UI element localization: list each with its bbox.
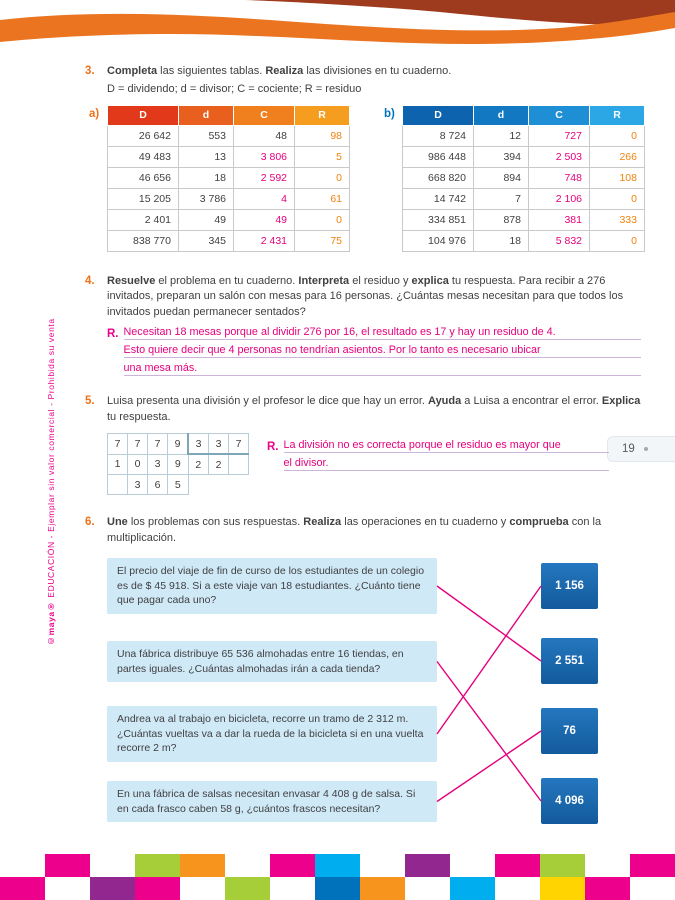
division-tables: [89, 105, 641, 252]
table-cell: 0: [590, 230, 645, 251]
grid-cell: 3: [209, 434, 229, 455]
table-header-R: R: [590, 105, 645, 125]
footer-block: [180, 877, 225, 900]
grid-cell: 3: [128, 475, 148, 495]
match-line: [437, 662, 541, 802]
grid-row: [108, 475, 249, 495]
grid-cell: [229, 454, 249, 475]
page-number: 19: [622, 443, 635, 455]
exercise-6-instruction: [107, 515, 641, 546]
grid-cell: 1: [108, 454, 128, 475]
footer-block: [45, 854, 90, 877]
table-cell: 13: [179, 146, 234, 167]
table-row: [108, 167, 350, 188]
footer-block: [495, 877, 540, 900]
table-cell: 986 448: [403, 146, 474, 167]
answer-line: una mesa más.: [124, 362, 642, 376]
footer-block: [540, 854, 585, 877]
grid-cell: 5: [168, 475, 189, 495]
footer-block: [495, 854, 540, 877]
division-error-grid: [107, 433, 249, 495]
answer-card: 76: [541, 708, 598, 754]
bold-text: comprueba: [509, 516, 569, 528]
bold-text: Explica: [601, 395, 641, 407]
text: el residuo y: [349, 274, 412, 287]
table-cell: 0: [295, 209, 350, 230]
footer-block: [90, 877, 135, 900]
grid-cell: 9: [168, 434, 189, 455]
text: las divisiones en tu cuaderno.: [303, 65, 452, 77]
table-cell: 668 820: [403, 167, 474, 188]
page-content: [85, 64, 641, 836]
publisher-brand: ©maya®: [46, 597, 56, 646]
text: los problemas con sus respuestas.: [127, 516, 304, 528]
exercise-5: [85, 394, 641, 425]
problem-card: Andrea va al trabajo en bicicleta, recorre un tramo de 2 312 m. ¿Cuántas vueltas va a dar la rueda de la bicicleta si en una vuelta recorre 2 m?: [107, 706, 437, 762]
grid-cell: 7: [229, 434, 249, 455]
footer-block: [270, 854, 315, 877]
table-cell: 18: [474, 230, 529, 251]
table-cell: 381: [529, 209, 590, 230]
table-header-D: D: [403, 105, 474, 125]
table-row: [403, 230, 645, 251]
footer-block: [630, 854, 675, 877]
bold-text: Resuelve: [107, 274, 156, 287]
footer-block: [0, 854, 45, 877]
footer-block: [360, 854, 405, 877]
footer-block: [180, 854, 225, 877]
text: con la multiplicación.: [107, 516, 602, 544]
table-cell: 49: [234, 209, 295, 230]
top-wave-decoration: [0, 0, 675, 52]
footer-block: [450, 854, 495, 877]
table-header-d: d: [179, 105, 234, 125]
problem-card: El precio del viaje de fin de curso de los estudiantes de un colegio es de $ 45 918. Si a este viaje van 18 estudiantes. ¿Cuánto tiene que pagar cada uno?: [107, 558, 437, 614]
table-cell: 2 503: [529, 146, 590, 167]
exercise-5-answer-lines: [284, 439, 610, 475]
table-cell: 2 431: [234, 230, 295, 251]
table-row: [403, 125, 645, 146]
table-cell: 75: [295, 230, 350, 251]
bold-text: Realiza: [303, 516, 342, 528]
table-cell: 26 642: [108, 125, 179, 146]
footer-block: [585, 854, 630, 877]
exercise-5-answer: [267, 439, 609, 475]
table-cell: 2 592: [234, 167, 295, 188]
table-header-d: d: [474, 105, 529, 125]
table-row: [403, 209, 645, 230]
grid-row: [108, 454, 249, 475]
table-cell: 748: [529, 167, 590, 188]
match-line: [437, 586, 541, 661]
match-line: [437, 586, 541, 734]
footer-row-bottom: [0, 877, 675, 900]
table-cell: 46 656: [108, 167, 179, 188]
text: el problema en tu cuaderno.: [155, 274, 299, 287]
footer-block: [540, 877, 585, 900]
text: las siguientes tablas.: [157, 65, 266, 77]
table-cell: 3 806: [234, 146, 295, 167]
table-cell: 104 976: [403, 230, 474, 251]
match-line: [437, 731, 541, 802]
footer-block: [315, 854, 360, 877]
grid-cell: [188, 475, 209, 495]
footer-row-top: [0, 854, 675, 877]
table-cell: 7: [474, 188, 529, 209]
division-table-b: [402, 105, 645, 252]
table-cell: 553: [179, 125, 234, 146]
table-cell: 0: [295, 167, 350, 188]
bold-text: Realiza: [265, 65, 304, 77]
table-cell: 61: [295, 188, 350, 209]
table-cell: 5 832: [529, 230, 590, 251]
footer-block: [225, 854, 270, 877]
table-cell: 18: [179, 167, 234, 188]
footer-block: [360, 877, 405, 900]
grid-cell: 3: [148, 454, 168, 475]
footer-block: [135, 854, 180, 877]
text: a Luisa a encontrar el error.: [461, 395, 602, 407]
bold-text: Completa: [107, 65, 158, 77]
answer-line: Esto quiere decir que 4 personas no tendrían asientos. Por lo tanto es necesario ubicar: [124, 344, 642, 358]
table-cell: 334 851: [403, 209, 474, 230]
footer-block: [135, 877, 180, 900]
grid-cell: 7: [128, 434, 148, 455]
grid-cell: 7: [108, 434, 128, 455]
table-row: [403, 146, 645, 167]
table-a-group: [89, 105, 350, 252]
table-header-D: D: [108, 105, 179, 125]
table-cell: 838 770: [108, 230, 179, 251]
table-row: [108, 146, 350, 167]
exercise-6: [85, 515, 641, 546]
exercise-5-r-label: R.: [267, 441, 279, 453]
grid-cell: [209, 475, 229, 495]
table-cell: 727: [529, 125, 590, 146]
grid-cell: 7: [148, 434, 168, 455]
exercise-4: [85, 274, 641, 321]
bold-text: Ayuda: [428, 395, 462, 407]
footer-block: [90, 854, 135, 877]
table-header-C: C: [234, 105, 295, 125]
table-cell: 878: [474, 209, 529, 230]
footer-block: [585, 877, 630, 900]
answer-line: La división no es correcta porque el residuo es mayor que: [284, 439, 610, 453]
footer-decoration: [0, 854, 675, 900]
table-row: [403, 188, 645, 209]
table-cell: 3 786: [179, 188, 234, 209]
table-cell: 2 401: [108, 209, 179, 230]
matching-area: [107, 554, 641, 836]
problem-card: Una fábrica distribuye 65 536 almohadas entre 16 tiendas, en partes iguales. ¿Cuántas almohadas irán a cada tienda?: [107, 641, 437, 682]
table-cell: 48: [234, 125, 295, 146]
exercise-4-answer-lines: [124, 326, 642, 380]
exercise-6-number: 6.: [85, 516, 95, 528]
division-table-a: [107, 105, 350, 252]
table-cell: 49: [179, 209, 234, 230]
footer-block: [405, 854, 450, 877]
table-header-C: C: [529, 105, 590, 125]
table-cell: 5: [295, 146, 350, 167]
table-a-label: a): [89, 107, 100, 120]
exercise-4-instruction: [107, 274, 641, 321]
grid-cell: 0: [128, 454, 148, 475]
bold-text: explica: [411, 274, 449, 287]
exercise-4-answer: [107, 326, 641, 380]
table-b-group: [384, 105, 645, 252]
tab-dot-icon: [644, 447, 648, 451]
exercise-5-work-area: [107, 433, 641, 495]
answer-card: 4 096: [541, 778, 598, 824]
table-cell: 266: [590, 146, 645, 167]
exercise-3: [85, 64, 641, 80]
table-cell: 4: [234, 188, 295, 209]
table-cell: 0: [590, 125, 645, 146]
grid-cell: 3: [188, 434, 209, 455]
footer-block: [45, 877, 90, 900]
table-cell: 15 205: [108, 188, 179, 209]
answer-line: Necesitan 18 mesas porque al dividir 276 por 16, el resultado es 17 y hay un residuo de 4.: [124, 326, 642, 340]
table-cell: 14 742: [403, 188, 474, 209]
exercise-4-r-label: R.: [107, 328, 119, 340]
table-row: [403, 167, 645, 188]
table-cell: 108: [590, 167, 645, 188]
table-cell: 333: [590, 209, 645, 230]
answer-line: el divisor.: [284, 457, 610, 471]
grid-cell: 9: [168, 454, 189, 475]
answer-card: 2 551: [541, 638, 598, 684]
exercise-3-instruction: [107, 64, 451, 80]
exercise-4-number: 4.: [85, 274, 95, 287]
footer-block: [225, 877, 270, 900]
bold-text: Une: [107, 516, 128, 528]
publisher-imprint: [46, 278, 56, 646]
footer-block: [630, 877, 675, 900]
table-cell: 98: [295, 125, 350, 146]
exercise-5-number: 5.: [85, 395, 95, 407]
exercise-3-number: 3.: [85, 65, 95, 77]
table-row: [108, 125, 350, 146]
table-cell: 394: [474, 146, 529, 167]
table-b-label: b): [384, 107, 395, 120]
answer-card: 1 156: [541, 563, 598, 609]
exercise-3-legend: D = dividendo; d = divisor; C = cociente; R = residuo: [107, 82, 362, 95]
footer-block: [270, 877, 315, 900]
table-row: [108, 188, 350, 209]
table-cell: 8 724: [403, 125, 474, 146]
table-cell: 894: [474, 167, 529, 188]
grid-cell: [108, 475, 128, 495]
footer-block: [315, 877, 360, 900]
footer-block: [405, 877, 450, 900]
problem-card: En una fábrica de salsas necesitan envasar 4 408 g de salsa. Si en cada frasco caben 58 g, ¿cuántos frascos necesitan?: [107, 781, 437, 822]
text: tu respuesta.: [107, 410, 171, 423]
grid-cell: 6: [148, 475, 168, 495]
table-cell: 345: [179, 230, 234, 251]
table-row: [108, 230, 350, 251]
bold-text: Interpreta: [298, 274, 350, 287]
table-cell: 12: [474, 125, 529, 146]
table-cell: 0: [590, 188, 645, 209]
grid-cell: [229, 475, 249, 495]
publisher-imprint-text: EDUCACIÓN - Ejemplar sin valor comercial - Prohibida su venta: [46, 318, 56, 598]
table-header-R: R: [295, 105, 350, 125]
table-cell: 49 483: [108, 146, 179, 167]
footer-block: [450, 877, 495, 900]
text: las operaciones en tu cuaderno y: [341, 516, 510, 528]
exercise-5-instruction: [107, 394, 641, 425]
grid-cell: 2: [188, 454, 209, 475]
table-row: [108, 209, 350, 230]
text: Luisa presenta una división y el profesor le dice que hay un error.: [107, 395, 429, 407]
text: tu respuesta. Para recibir a 276 invitados, preparan un salón con mesas para 16 personas. ¿Cuántas mesas necesitan para que todos los invitados puedan permanecer sentados?: [107, 274, 624, 318]
footer-block: [0, 877, 45, 900]
grid-cell: 2: [209, 454, 229, 475]
grid-row: [108, 434, 249, 455]
table-cell: 2 106: [529, 188, 590, 209]
